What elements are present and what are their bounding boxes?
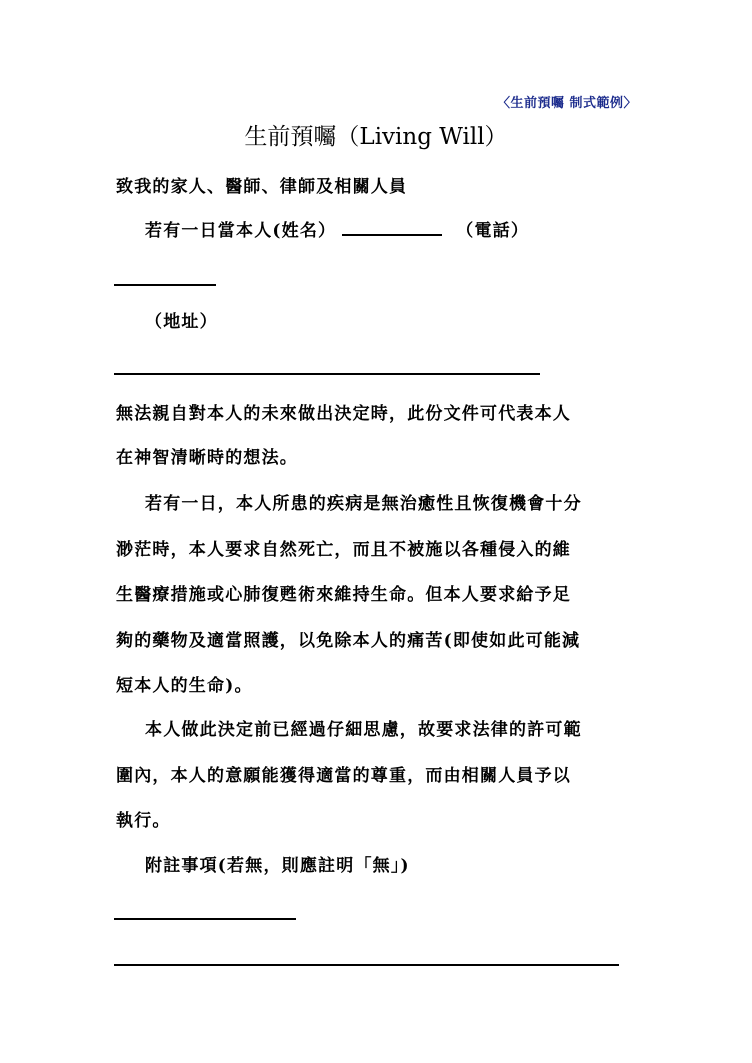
para2-line-4: 夠的藥物及適當照護，以免除本人的痛苦(即使如此可能減 xyxy=(116,631,581,651)
para2-line-5: 短本人的生命)。 xyxy=(116,676,253,696)
form-sample-tag: 〈生前預囑 制式範例〉 xyxy=(496,96,637,111)
name-label: 若有一日當本人(姓名） xyxy=(145,221,337,241)
para1-line-2: 在神智清晰時的想法。 xyxy=(116,448,298,468)
address-blank[interactable] xyxy=(114,373,540,375)
para3-line-3: 執行。 xyxy=(116,811,171,831)
name-blank[interactable] xyxy=(342,220,442,236)
salutation: 致我的家人、醫師、律師及相關人員 xyxy=(116,177,408,197)
phone-label: （電話） xyxy=(456,221,530,241)
para3-line-2: 圍內，本人的意願能獲得適當的尊重，而由相關人員予以 xyxy=(116,766,571,786)
name-phone-line xyxy=(145,216,529,241)
para2-line-2: 渺茫時，本人要求自然死亡，而且不被施以各種侵入的維 xyxy=(116,540,571,560)
para1-line-1: 無法親自對本人的未來做出決定時，此份文件可代表本人 xyxy=(116,404,571,424)
phone-blank[interactable] xyxy=(114,284,216,286)
para2-line-1: 若有一日，本人所患的疾病是無治癒性且恢復機會十分 xyxy=(145,494,582,514)
notes-blank-2[interactable] xyxy=(114,964,619,966)
address-label: （地址） xyxy=(145,312,218,332)
para2-line-3: 生醫療措施或心肺復甦術來維持生命。但本人要求給予足 xyxy=(116,585,571,605)
document-title: 生前預囑（Living Will） xyxy=(244,124,508,150)
notes-blank-1[interactable] xyxy=(114,918,296,920)
para3-line-1: 本人做此決定前已經過仔細思慮，故要求法律的許可範 xyxy=(145,720,582,740)
notes-label: 附註事項(若無，則應註明「無」) xyxy=(145,856,410,876)
